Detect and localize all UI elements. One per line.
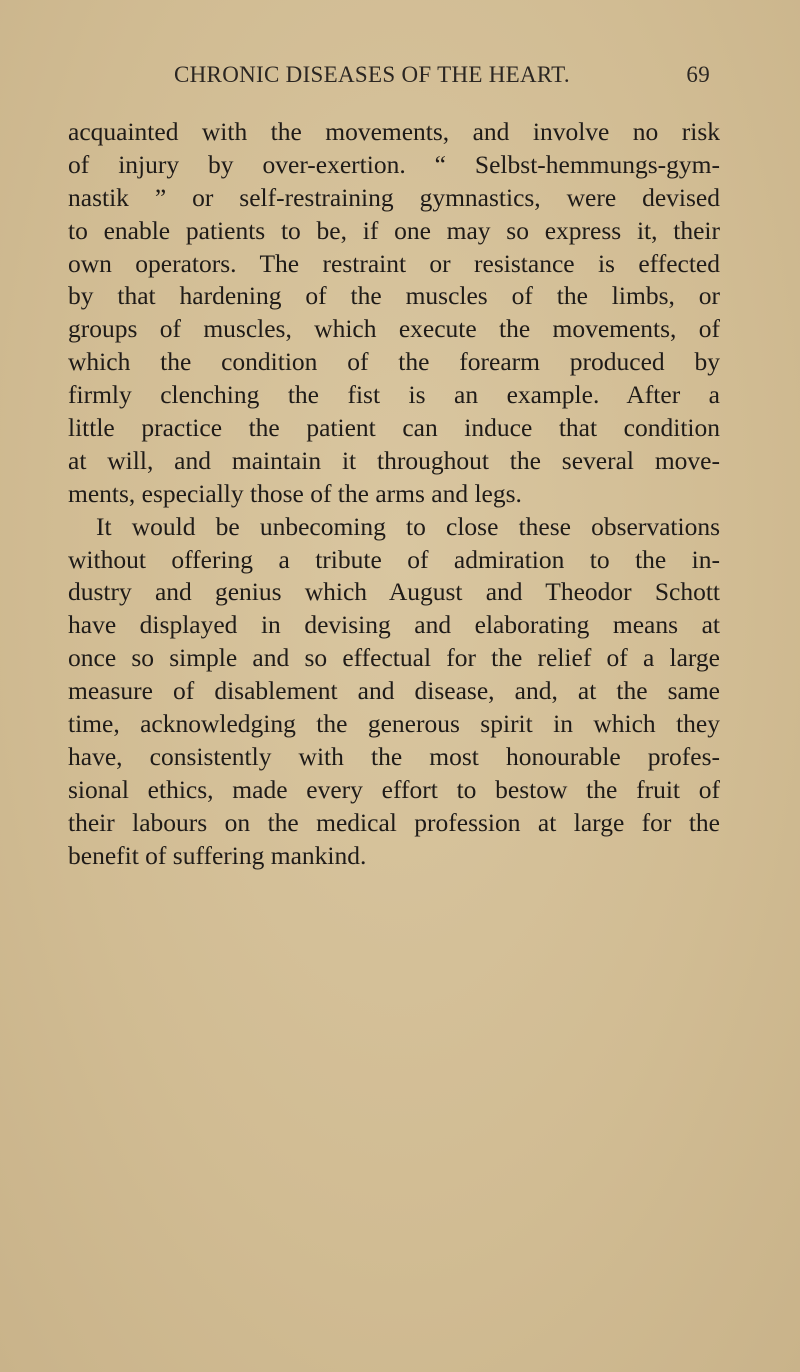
text-line: firmly clenching the fist is an example. After a xyxy=(68,380,720,410)
text-line: sional ethics, made every effort to bestow the fruit of xyxy=(68,774,720,804)
text-line: own operators. The restraint or resistance is effected xyxy=(68,248,720,278)
paragraph-end-line: ments, especially those of the arms and legs. xyxy=(68,478,522,508)
text-line: acquainted with the movements, and involve no risk xyxy=(68,117,720,146)
text-line: dustry and genius which August and Theodor Schott xyxy=(68,577,720,607)
text-line: nastik ” or self-restraining gymnastics, were devised xyxy=(68,182,720,212)
text-line: of injury by over-exertion. “ Selbst-hemmungs-gym- xyxy=(68,149,720,179)
body-text xyxy=(68,116,720,872)
text-line: their labours on the medical profession at large for the xyxy=(68,807,720,837)
page-number: 69 xyxy=(686,62,710,87)
paragraph-start-line: It would be unbecoming to close these observations xyxy=(96,511,720,541)
text-line: to enable patients to be, if one may so express it, their xyxy=(68,215,720,245)
text-line: groups of muscles, which execute the movements, of xyxy=(68,314,720,344)
text-line: measure of disablement and disease, and, at the same xyxy=(68,676,720,706)
text-line: have, consistently with the most honourable profes- xyxy=(68,741,720,771)
text-line: without offering a tribute of admiration to the in- xyxy=(68,544,720,574)
text-line: at will, and maintain it throughout the several move- xyxy=(68,445,720,475)
running-header xyxy=(70,62,710,98)
text-line: little practice the patient can induce that condition xyxy=(68,413,720,443)
paragraph-end-line: benefit of suffering mankind. xyxy=(68,840,367,870)
text-line: once so simple and so effectual for the relief of a large xyxy=(68,643,720,673)
text-line: have displayed in devising and elaborating means at xyxy=(68,610,720,640)
text-line: which the condition of the forearm produced by xyxy=(68,347,720,377)
running-title: CHRONIC DISEASES OF THE HEART. xyxy=(174,62,570,87)
text-line: time, acknowledging the generous spirit in which they xyxy=(68,709,720,739)
text-line: by that hardening of the muscles of the limbs, or xyxy=(68,281,720,311)
